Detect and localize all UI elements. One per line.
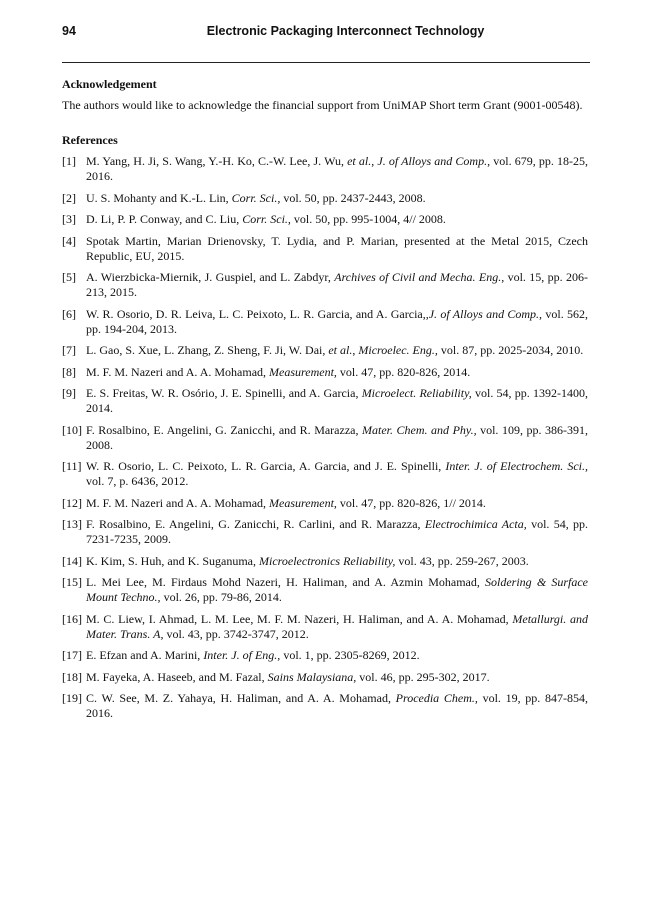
reference-item [62,423,588,453]
reference-segment: C. W. See, M. Z. Yahaya, H. Haliman, and A. A. Mohamad, [86,691,396,705]
reference-text [86,691,588,721]
reference-segment: vol. 54, pp. 1392-1400, 2014. [86,386,588,415]
reference-number: [12] [62,495,82,510]
reference-list [62,154,588,721]
reference-number: [16] [62,611,82,626]
reference-text [86,154,588,184]
reference-item [62,496,588,511]
reference-segment: , [352,343,359,357]
reference-number: [4] [62,233,76,248]
reference-segment: vol. 43, pp. 259-267, 2003. [395,553,529,568]
reference-journal: J. of Alloys and Comp., [377,154,491,168]
reference-segment: vol. 47, pp. 820-826, 1// 2014. [336,495,486,510]
reference-item [62,517,588,547]
reference-segment: vol. 43, pp. 3742-3747, 2012. [163,626,309,641]
reference-text [86,575,588,605]
reference-segment: vol. 15, pp. 206-213, 2015. [86,270,588,299]
reference-text [86,517,588,547]
reference-item [62,154,588,184]
reference-item [62,212,588,227]
reference-journal: Corr. Sci., [242,212,291,226]
reference-number: [5] [62,270,76,284]
reference-item [62,234,588,264]
reference-segment: vol. 1, pp. 2305-8269, 2012. [280,648,420,662]
reference-segment: D. Li, P. P. Conway, and C. Liu, [86,212,243,226]
reference-number: [15] [62,575,82,589]
reference-segment: E. S. Freitas, W. R. Osório, J. E. Spinelli, and A. Garcia, [86,386,362,400]
acknowledgement-heading: Acknowledgement [62,77,157,91]
reference-number: [9] [62,386,76,400]
reference-segment: vol. 7, p. 6436, 2012. [86,474,189,488]
reference-journal: Microelectronics Reliability, [259,553,396,568]
reference-segment: F. Rosalbino, E. Angelini, G. Zanicchi, R. Carlini, and R. Marazza, [86,517,425,531]
reference-text [86,670,588,685]
reference-journal: Soldering & Surface Mount Techno., [86,575,588,604]
reference-segment: K. Kim, S. Huh, and K. Suganuma, [86,553,259,568]
reference-segment: vol. 679, pp. 18-25, 2016. [86,154,589,183]
reference-segment: F. Rosalbino, E. Angelini, G. Zanicchi, and R. Marazza, [86,422,363,437]
reference-item [62,307,588,337]
reference-text [86,234,588,264]
reference-segment: vol. 562, pp. 194-204, 2013. [86,306,589,336]
page-header [62,24,589,42]
reference-journal: Inter. J. of Eng., [203,648,281,662]
reference-text [86,212,588,227]
reference-item [62,459,588,489]
reference-segment: vol. 109, pp. 386-391, 2008. [86,422,588,452]
reference-journal: Archives of Civil and Mecha. Eng., [334,270,505,284]
reference-number: [10] [62,422,82,437]
reference-text [86,386,588,416]
reference-item [62,612,588,642]
reference-number: [3] [62,212,76,226]
reference-journal: Microelect. Reliability, [361,386,472,400]
reference-segment: M. Yang, H. Ji, S. Wang, Y.-H. Ko, C.-W. Lee, J. Wu, [86,154,348,168]
reference-segment: Spotak Martin, Marian Drienovsky, T. Lydia, and P. Marian, presented at the Metal 2015, Czech Republic, EU, 2015. [86,233,588,263]
reference-text [86,307,588,337]
reference-text [86,554,588,569]
reference-text [86,365,588,380]
page-number: 94 [62,24,76,38]
reference-number: [19] [62,691,82,705]
reference-journal: Measurement, [269,364,337,379]
reference-segment: U. S. Mohanty and K.-L. Lin, [86,190,232,205]
reference-segment: , [371,154,378,168]
reference-item [62,575,588,605]
reference-journal: Electrochimica Acta, [424,517,527,531]
references-heading: References [62,133,118,147]
reference-text [86,191,588,206]
reference-text [86,648,588,663]
reference-journal: Corr. Sci., [231,190,281,205]
reference-segment: vol. 19, pp. 847-854, 2016. [86,691,588,720]
reference-number: [1] [62,154,76,168]
reference-segment: W. R. Osorio, L. C. Peixoto, L. R. Garcia, A. Garcia, and J. E. Spinelli, [86,459,446,473]
reference-segment: vol. 87, pp. 2025-2034, 2010. [437,343,584,357]
reference-segment: M. F. M. Nazeri and A. A. Mohamad, [86,364,270,379]
reference-item [62,386,588,416]
reference-segment: vol. 26, pp. 79-86, 2014. [160,590,282,604]
reference-number: [18] [62,669,82,684]
reference-number: [2] [62,190,76,205]
reference-item [62,554,588,569]
reference-segment: vol. 50, pp. 2437-2443, 2008. [280,190,426,205]
reference-text [86,496,588,511]
reference-segment: M. Fayeka, A. Haseeb, and M. Fazal, [86,669,268,684]
reference-number: [17] [62,648,82,662]
reference-journal: Inter. J. of Electrochem. Sci., [445,459,588,473]
reference-text [86,270,588,300]
reference-item [62,343,588,358]
reference-journal: , et al. [322,343,353,357]
reference-journal: et al. [347,154,372,168]
reference-text [86,423,588,453]
reference-segment: vol. 47, pp. 820-826, 2014. [336,364,471,379]
reference-number: [11] [62,459,82,473]
reference-journal: Mater. Chem. and Phy., [362,422,477,437]
reference-item [62,670,588,685]
reference-number: [13] [62,517,82,531]
reference-text [86,612,588,642]
reference-segment: A. Wierzbicka-Miernik, J. Guspiel, and L. Zabdyr, [86,270,335,284]
reference-journal: Microelec. Eng., [358,343,438,357]
reference-segment: vol. 46, pp. 295-302, 2017. [356,669,490,684]
reference-item [62,691,588,721]
reference-segment: W. R. Osorio, D. R. Leiva, L. C. Peixoto, L. R. Garcia, and A. Garcia, [86,306,426,321]
reference-segment: L. Mei Lee, M. Firdaus Mohd Nazeri, H. Haliman, and A. Azmin Mohamad, [86,575,486,589]
acknowledgement-text: The authors would like to acknowledge the financial support from UniMAP Short term Grant (9001-00548). [62,98,583,112]
running-title: Electronic Packaging Interconnect Technology [206,24,485,38]
reference-text [86,343,588,358]
reference-item [62,648,588,663]
reference-number: [14] [62,553,82,568]
reference-item [62,270,588,300]
reference-number: [7] [62,343,76,357]
reference-segment: vol. 54, pp. 7231-7235, 2009. [86,517,588,546]
reference-number: [6] [62,306,76,321]
reference-segment: M. C. Liew, I. Ahmad, L. M. Lee, M. F. M. Nazeri, H. Haliman, and A. A. Mohamad, [86,611,513,626]
reference-journal: Measurement, [269,495,337,510]
reference-segment: M. F. M. Nazeri and A. A. Mohamad, [86,495,270,510]
header-rule [62,62,590,63]
reference-text [86,459,588,489]
reference-number: [8] [62,364,76,379]
reference-journal: Procedia Chem., [395,691,478,705]
reference-journal: ,J. of Alloys and Comp., [425,306,543,321]
reference-segment: E. Efzan and A. Marini, [86,648,204,662]
reference-item [62,365,588,380]
reference-segment: vol. 50, pp. 995-1004, 4// 2008. [290,212,446,226]
reference-journal: Sains Malaysiana, [267,669,357,684]
page-content [62,76,588,728]
reference-journal: Metallurgi. and Mater. Trans. A, [86,611,588,641]
reference-item [62,191,588,206]
reference-segment: L. Gao, S. Xue, L. Zhang, Z. Sheng, F. Ji, W. Dai [86,343,323,357]
